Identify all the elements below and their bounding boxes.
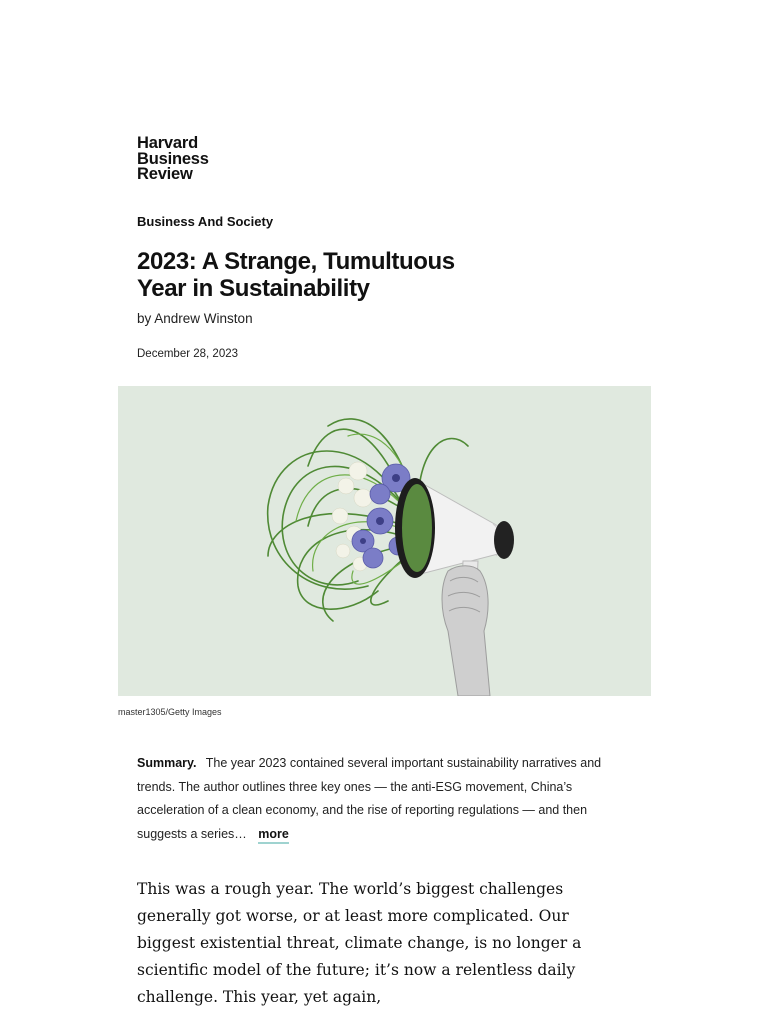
- image-credit: master1305/Getty Images: [118, 707, 222, 717]
- logo-line-harvard: Harvard: [137, 134, 198, 152]
- byline: [137, 311, 253, 326]
- article-title: [137, 248, 557, 302]
- logo-line-business: Business: [137, 149, 209, 168]
- article-paragraph: This was a rough year. The world’s biggest challenges generally got worse, or at least more complicated. Our biggest existential threat, climate change, is no longer a scientific model of the future; it’s now a relentless daily challenge. This year, yet again,: [137, 880, 582, 1006]
- title-line-2: Year in Sustainability: [137, 275, 370, 302]
- topic-link[interactable]: Business And Society: [137, 214, 274, 229]
- publish-date: December 28, 2023: [137, 348, 239, 360]
- more-link[interactable]: more: [258, 827, 289, 844]
- megaphone-with-flowers-illustration: [118, 386, 651, 696]
- author-link[interactable]: Andrew Winston: [154, 311, 253, 326]
- summary-text: The year 2023 contained several important sustainability narratives and trends. The author outlines three key ones — the anti-ESG movement, China’s acceleration of a clean economy, and the rise of reporting regulations — and then suggests a series…: [137, 756, 602, 841]
- summary-label: Summary.: [137, 756, 197, 770]
- hero-image: [118, 386, 651, 696]
- title-line-1: 2023: A Strange, Tumultuous: [137, 248, 455, 275]
- logo-line-review: Review: [137, 165, 193, 183]
- article-summary: [137, 752, 627, 846]
- hbr-logo[interactable]: [137, 136, 209, 183]
- byline-prefix: by: [137, 311, 152, 326]
